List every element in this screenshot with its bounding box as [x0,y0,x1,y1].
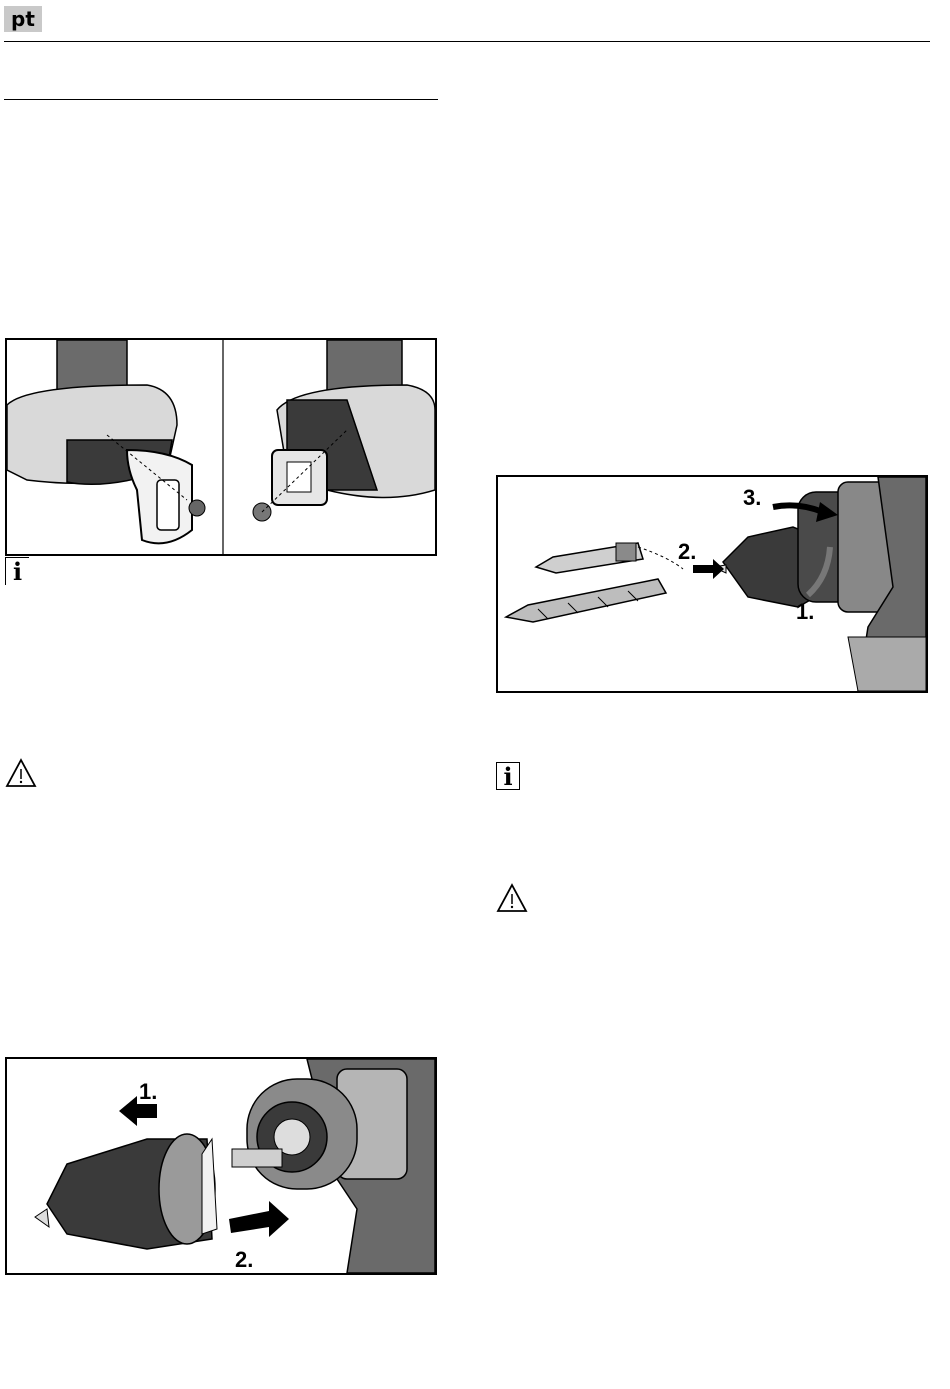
info-icon: i [5,557,29,585]
warning-icon [5,758,37,788]
header-divider [4,41,930,42]
bit-step-1-label: 1. [796,599,815,624]
bit-insertion-figure [496,475,928,693]
section-divider [4,99,438,100]
info-icon: i [496,762,520,790]
belt-clip-figure [5,338,437,556]
chuck-step-1-label: 1. [139,1079,158,1104]
chuck-step-2-label: 2. [235,1247,254,1272]
bit-step-3-label: 3. [743,485,762,510]
bit-step-2-label: 2. [678,539,697,564]
chuck-removal-figure [5,1057,437,1275]
warning-icon [496,883,528,913]
language-badge: pt [4,6,42,32]
